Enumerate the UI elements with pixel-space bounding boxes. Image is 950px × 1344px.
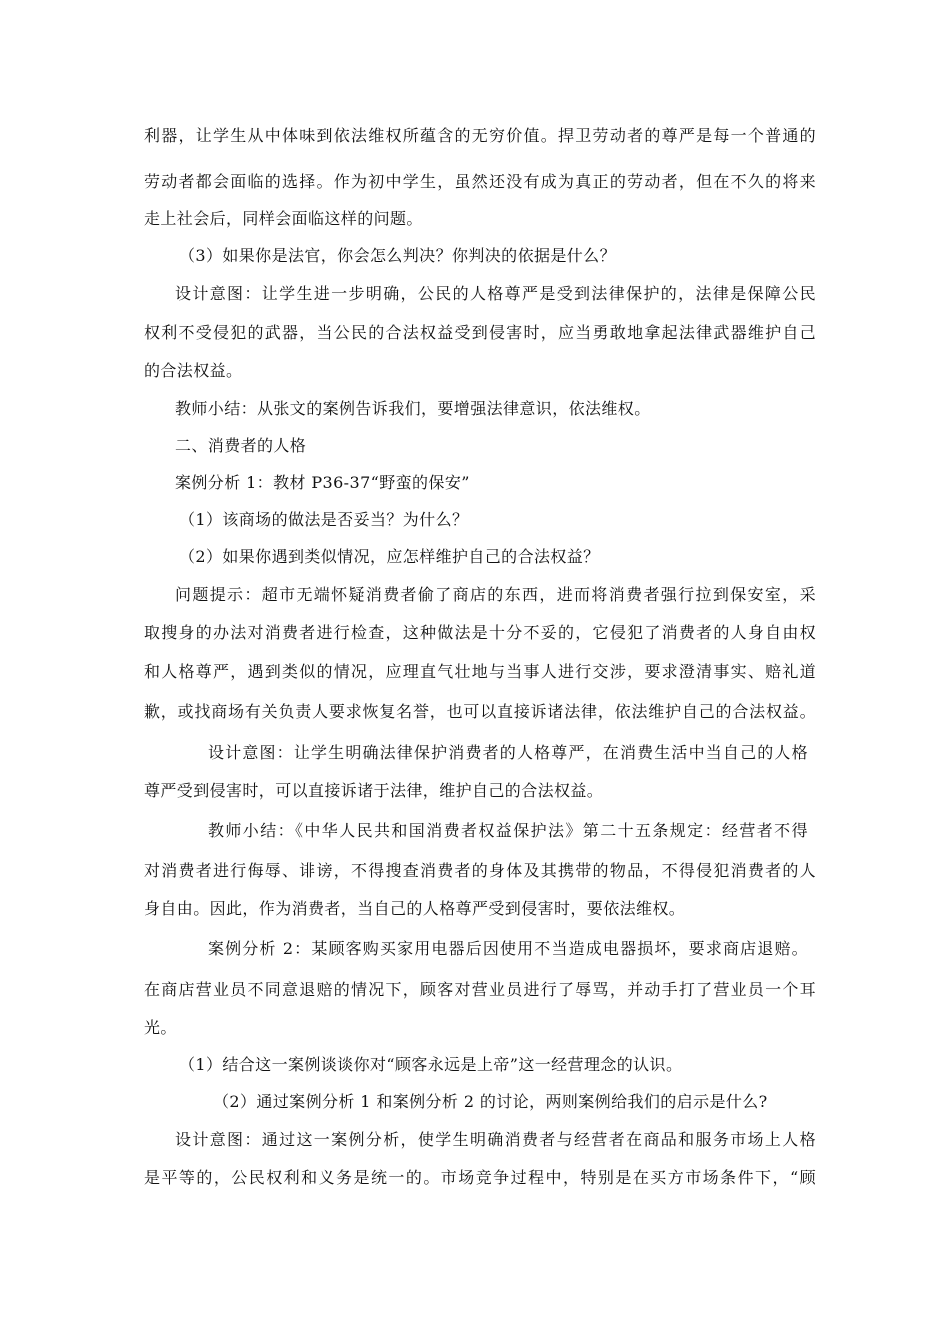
paragraph-line: 权利不受侵犯的武器，当公民的合法权益受到侵害时，应当勇敢地拿起法律武器维护自己 [144,323,816,342]
paragraph-line: 设计意图：通过这一案例分析，使学生明确消费者与经营者在商品和服务市场上人格 [175,1130,816,1149]
paragraph-line: 设计意图：让学生明确法律保护消费者的人格尊严，在消费生活中当自己的人格 [208,743,808,762]
paragraph-line: 是平等的，公民权利和义务是统一的。市场竞争过程中，特别是在买方市场条件下，“顾 [144,1168,816,1187]
paragraph-line: 取搜身的办法对消费者进行检查，这种做法是十分不妥的，它侵犯了消费者的人身自由权 [144,623,816,642]
paragraph-line: 歉，或找商场有关负责人要求恢复名誉，也可以直接诉诸法律，依法维护自己的合法权益。 [144,702,816,721]
paragraph-line: 走上社会后，同样会面临这样的问题。 [144,209,423,228]
paragraph-line: 教师小结：《中华人民共和国消费者权益保护法》第二十五条规定：经营者不得 [208,821,808,840]
paragraph-line: 在商店营业员不同意退赔的情况下，顾客对营业员进行了辱骂，并动手打了营业员一个耳 [144,980,816,999]
paragraph-line: 利器，让学生从中体味到依法维权所蕴含的无穷价值。捍卫劳动者的尊严是每一个普通的 [144,126,816,145]
paragraph-line: 问题提示：超市无端怀疑消费者偷了商店的东西，进而将消费者强行拉到保安室，采 [175,585,816,604]
question-line: （1）该商场的做法是否妥当？为什么？ [179,510,469,529]
paragraph-line: 的合法权益。 [144,361,243,380]
teacher-summary: 教师小结：从张文的案例告诉我们，要增强法律意识，依法维权。 [175,399,651,418]
section-heading: 二、消费者的人格 [175,436,307,455]
question-line: （2）通过案例分析 1 和案例分析 2 的讨论，两则案例给我们的启示是什么? [213,1092,768,1111]
paragraph-line: 劳动者都会面临的选择。作为初中学生，虽然还没有成为真正的劳动者，但在不久的将来 [144,172,816,191]
paragraph-line: 案例分析 2：某顾客购买家用电器后因使用不当造成电器损坏，要求商店退赔。 [208,939,808,958]
paragraph-line: 身自由。因此，作为消费者，当自己的人格尊严受到侵害时，要依法维权。 [144,899,686,918]
question-line: （2）如果你遇到类似情况，应怎样维护自己的合法权益？ [179,547,600,566]
question-line: （3）如果你是法官，你会怎么判决？你判决的依据是什么？ [179,246,616,265]
paragraph-line: 设计意图：让学生进一步明确，公民的人格尊严是受到法律保护的，法律是保障公民 [175,284,816,303]
paragraph-line: 对消费者进行侮辱、诽谤，不得搜查消费者的身体及其携带的物品，不得侵犯消费者的人 [144,861,816,880]
question-line: （1）结合这一案例谈谈你对“顾客永远是上帝”这一经营理念的认识。 [179,1055,683,1074]
paragraph-line: 光。 [144,1018,177,1037]
case-heading: 案例分析 1：教材 P36-37“野蛮的保安” [175,473,470,492]
paragraph-line: 尊严受到侵害时，可以直接诉诸于法律，维护自己的合法权益。 [144,781,604,800]
paragraph-line: 和人格尊严，遇到类似的情况，应理直气壮地与当事人进行交涉，要求澄清事实、赔礼道 [144,662,816,681]
